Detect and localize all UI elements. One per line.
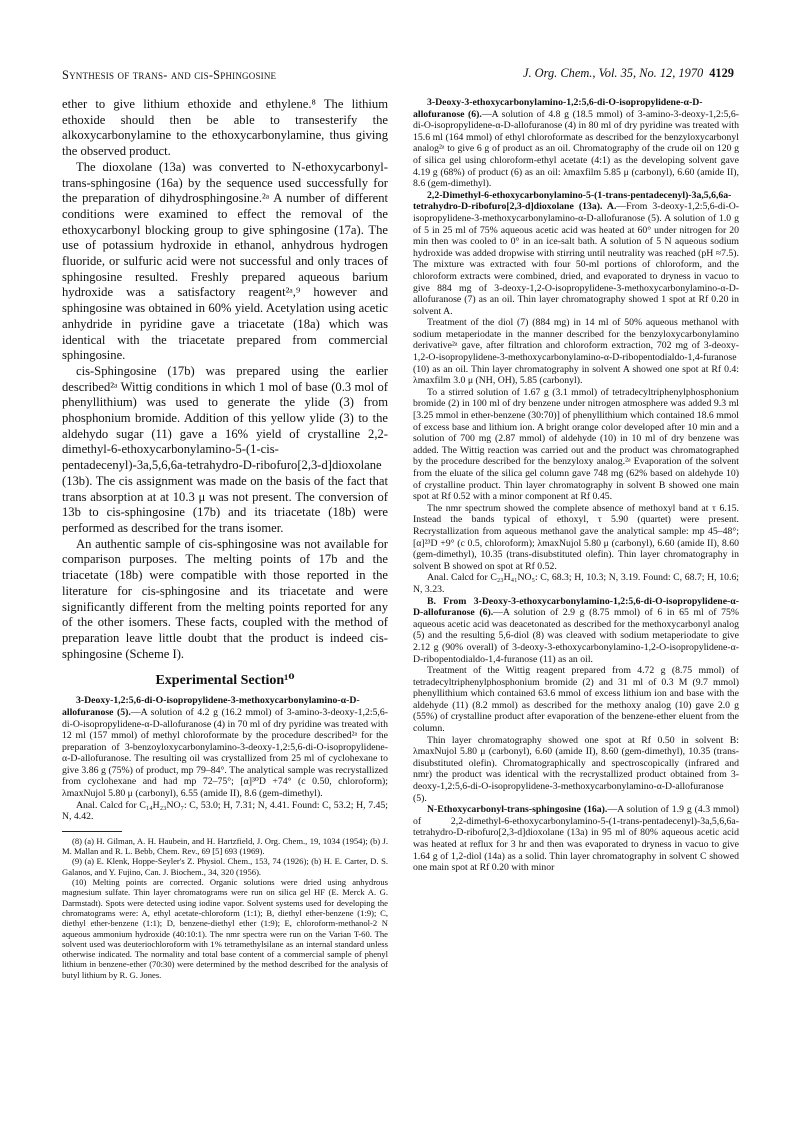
procedure-body: —A solution of 4.8 g (18.5 mmol) of 3-amino-3-deoxy-1,2:5,6-di-O-isopropylidene-α-D-allofuranose (4) in 80 ml of dry pyridine was treated with 15.6 ml (164 mmol) of ethyl chloroformate as described for the benzyloxycarbonyl analog²ᵃ to give 6 g of product as an oil. Chromatography of the crude oil on 120 g of silica gel using chloroform-ethyl acetate (4:1) as the developing solvent gave 4.19 g (68%) of product (6) as an oil: λmaxfilm 5.85 μ (carbonyl), 6.60 (amide II), 8.6 (gem-dimethyl). xyxy=(413,108,739,190)
running-title: Synthesis of trans- and cis-Sphingosine xyxy=(62,68,277,82)
left-column xyxy=(62,97,388,1117)
procedure-body: —From 3-deoxy-1,2:5,6-di-O-isopropylidene-3-methoxycarbonylamino-α-D-allofuranose (5). A solution of 1.0 g of 5 in 25 ml of 75% aqueous acetic acid was heated at 60° under nitrogen for 20 min then was cooled to 0° in an ice-salt bath. A solution of 5 N aqueous sodium hydroxide was added dropwise with stirring until neutrality was reached (pH ≈7.5). The mixture was extracted with four 50-ml portions of chloroform, and the chloroform extracts were combined, dried, and evaporated to dryness in vacuo to give 884 mg of 3-deoxy-1,2-O-isopropylidene-3-methoxycarbonylamino-α-D-allofuranose (7) as an oil. Thin layer chromatography showed 1 spot at Rf 0.20 in solvent A. xyxy=(413,201,739,317)
footnote-9: (9) (a) E. Klenk, Hoppe-Seyler's Z. Physiol. Chem., 153, 74 (1926); (b) H. E. Carter, D. S. Galanos, and Y. Fujino, Can. J. Biochem., 34, 320 (1956). xyxy=(62,856,388,877)
procedure-paragraph-wittig-2: Treatment of the Wittig reagent prepared from 4.72 g (8.75 mmol) of tetradecyltriphenylphosphonium bromide (2) and 31 ml of 0.3 M (9.7 mmol) phenyllithium which contained 63.6 mmol of excess lithium ion and base with the aldehyde (11) (8.2 mmol) as described for the methoxy analog (10) gave 2.0 g (55%) of crystalline product after evaporation of the benzene-ether eluent from the column. xyxy=(413,665,739,735)
experimental-procedure-13a xyxy=(413,190,739,318)
body-paragraph-4: An authentic sample of cis-sphingosine was not available for comparison purposes. The melting points of 17b and the triacetate (18b) were compatible with those reported in the literature for cis-sphingosine and its triacetate and were significantly different from the melting points reported for any of the other isomers. These facts, coupled with the method of preparation leave little doubt that the product is indeed cis-sphingosine (Scheme I). xyxy=(62,536,388,661)
footnote-10: (10) Melting points are corrected. Organic solutions were dried using anhydrous magnesium sulfate. Thin layer chromatograms were run on silica gel HF (E. Merck A. G. Darmstadt). Spots were detected using iodine vapor. Solvent systems used for developing the chromatograms were: A, ethyl acetate-chloroform (1:1); B, diethyl ether-benzene (1:9); C, diethyl ether-benzene (1:1); D, benzene-diethyl ether (1:9); E, chloroform-methanol-2 N aqueous ammonium hydroxide (40:10:1). The nmr spectra were run on the Varian T-60. The solvent used was deuteriochloroform with 1% tetramethylsilane as an internal standard unless otherwise indicated. The normality and total base content of a commercial sample of phenyl lithium in benzene-ether (70:30) were determined by the method described for the analysis of butyl lithium by R. G. Jones. xyxy=(62,877,388,980)
procedure-title: 3-Deoxy-1,2:5,6-di-O-isopropylidene-3-methoxycarbonylamino-α-D-allofuranose (5). xyxy=(62,695,360,718)
procedure-title: N-Ethoxycarbonyl-trans-sphingosine (16a). xyxy=(427,804,608,816)
body-paragraph-1: ether to give lithium ethoxide and ethylene.⁸ The lithium ethoxide should then be able to transesterify the alkoxycarbonylamine to the ethoxycarbonylamine, thus giving the observed product. xyxy=(62,97,388,159)
elemental-analysis: Anal. Calcd for C₁₄H₂₃NO₇: C, 53.0; H, 7.31; N, 4.41. Found: C, 53.2; H, 7.45; N, 4.42. xyxy=(62,799,388,823)
journal-reference: J. Org. Chem., Vol. 35, No. 12, 1970 xyxy=(522,66,704,80)
footnote-8: (8) (a) H. Gilman, A. H. Haubein, and H. Hartzfield, J. Org. Chem., 19, 1034 (1954); (b) J. M. Mallan and R. L. Bebb, Chem. Rev., 69 [5] 693 (1969). xyxy=(62,835,388,857)
procedure-title: 3-Deoxy-3-ethoxycarbonylamino-1,2:5,6-di-O-isopropylidene-α-D-allofuranose (6). xyxy=(413,97,703,120)
experimental-procedure-16a xyxy=(413,804,739,874)
procedure-body: —A solution of 2.9 g (8.75 mmol) of 6 in 65 ml of 75% aqueous acetic acid was deacetonated as described for the methoxycarbonyl analog (5) and the resulting 5,6-diol (8) was cleaved with sodium metaperiodate to give 2.12 g (90% overall) of 3-deoxy-3-ethoxycarbonylamino-1,2-O-isopropylidene-α-D-ribopentodialdo-1,4-furanose (11) as an oil. xyxy=(413,607,739,665)
procedure-body: —A solution of 1.9 g (4.3 mmol) of 2,2-dimethyl-6-ethoxycarbonylamino-5-(1-trans-pentadecenyl)-3a,5,6,6a-tetrahydro-D-ribofuro[2,3-d]dioxolane (13a) in 95 ml of 80% aqueous acetic acid was heated at reflux for 3 hr and then was evaporated to dryness in vacuo to give 1.64 g of 1,2-diol (14a) as a solid. Thin layer chromatography in solvent C showed one main spot at Rf 0.20 with minor xyxy=(413,804,739,874)
page-number: 4129 xyxy=(709,66,734,80)
procedure-paragraph-tlc: Thin layer chromatography showed one spot at Rf 0.50 in solvent B: λmaxNujol 5.80 μ (carbonyl), 6.60 (amide II), 8.60 (gem-dimethyl), 10.35 (trans-disubstituted olefin). Chromatographically and spectroscopically (infrared and nmr) the product was identical with the recrystallized product obtained from 3-deoxy-1,2:5,6-di-O-isopropylidene-3-methoxycarbonylamino-α-D-allofuranose (5). xyxy=(413,734,739,804)
procedure-paragraph-diol: Treatment of the diol (7) (884 mg) in 14 ml of 50% aqueous methanol with sodium metaperiodate in the manner described for the benzyloxycarbonylamino derivative²ᵃ gave, after filtration and chloroform extraction, 702 mg of 3-deoxy-1,2-O-isopropylidene-3-methoxycarbonylamino-α-D-ribopentodialdo-1,4-furanose (10) as an oil. Thin layer chromatography in solvent A showed one spot at Rf 0.4: λmaxfilm 3.0 μ (NH, OH), 5.85 (carbonyl). xyxy=(413,317,739,387)
experimental-procedure-13a-b xyxy=(413,596,739,666)
footnote-rule xyxy=(62,831,122,832)
section-heading: Experimental Section¹⁰ xyxy=(155,673,295,689)
right-column xyxy=(413,97,739,1117)
experimental-procedure-6 xyxy=(413,97,739,190)
experimental-procedure-5 xyxy=(62,695,388,799)
journal-citation xyxy=(523,66,734,81)
procedure-paragraph-wittig: To a stirred solution of 1.67 g (3.1 mmol) of tetradecyltriphenylphosphonium bromide (2) in 100 ml of dry benzene under nitrogen atmosphere was added 9.3 ml [3.25 mmol in ether-benzene (30:70)] of phenyllithium which contained 18.6 mmol of excess base and lithium ion. A bright orange color developed after 10 min and a solution of 700 mg (2.87 mmol) of aldehyde (10) in 10 ml of dry benzene was added. The Wittig reaction was carried out and the product was chromatographed by the procedure described for the benzyloxy analog.²ᵃ Evaporation of the solvent from the eluate of the silica gel column gave 748 mg (62% based on aldehyde 10) of crystalline product. Thin layer chromatography in solvent B showed one main spot at Rf 0.52 with a minor component at Rf 0.45. xyxy=(413,386,739,503)
body-paragraph-3: cis-Sphingosine (17b) was prepared using the earlier described²ᵃ Wittig conditions in which 1 mol of base (0.3 mol of phenyllithium) was used to generate the ylide (3) from phosphonium bromide. Addition of this yellow ylide (3) to the aldehydo sugar (11) gave a 16% yield of crystalline 2,2-dimethyl-6-ethoxycarbonylamino-5-(1-cis-pentadecenyl)-3a,5,6,6a-tetrahydro-D-ribofuro[2,3-d]dioxolane (13b). The cis assignment was made on the basis of the fact that trans absorption at at 10.3 μ was not present. The conversion of 13b to cis-sphingosine (17b) and its triacetate (18b) were performed as described for the trans isomer. xyxy=(62,363,388,535)
running-header xyxy=(62,66,734,86)
body-paragraph-2: The dioxolane (13a) was converted to N-ethoxycarbonyl-trans-sphingosine (16a) by the sequence used successfully for the preparation of dihydrosphingosine.²ᵃ A number of different conditions were examined to effect the removal of the ethoxycarbonyl blocking group to give sphingosine (17a). The use of potassium hydroxide in ethanol, anhydrous hydrogen fluoride, or sulfuric acid were not successful and only traces of sphingosine resulted. Freshly prepared aqueous barium hydroxide was a satisfactory reagent²ᵃ,⁹ however and sphingosine was obtained in 60% yield. Acetylation using acetic anhydride in pyridine gave a triacetate (18a) which was identical with the triacetate prepared from commercial sphingosine. xyxy=(62,159,388,363)
procedure-title: 2,2-Dimethyl-6-ethoxycarbonylamino-5-(1-trans-pentadecenyl)-3a,5,6,6a-tetrahydro-D-ribofuro[2,3-d]dioxolane (13a). A. xyxy=(413,189,732,213)
procedure-title: B. From 3-Deoxy-3-ethoxycarbonylamino-1,2:5,6-di-O-isopropylidene-α-D-allofuranose (6). xyxy=(413,595,739,619)
procedure-paragraph-nmr: The nmr spectrum showed the complete absence of methoxyl band at τ 6.15. Instead the bands typical of ethoxyl, τ 5.90 (quartet) were present. Recrystallization from aqueous methanol gave the analytical sample: mp 45–48°; [α]²³D +9° (c 0.5, chloroform); λmaxNujol 5.80 μ (carbonyl), 6.60 (amide II), 8.60 (gem-dimethyl), 10.35 (trans-disubstituted olefin). Thin layer chromatography in solvent B showed on spot at Rf 0.52. xyxy=(413,502,739,572)
elemental-analysis: Anal. Calcd for C₂₃H₄₁NO₅: C, 68.3; H, 10.3; N, 3.19. Found: C, 68.7; H, 10.6; N, 3.23. xyxy=(413,572,739,595)
procedure-body: —A solution of 4.2 g (16.2 mmol) of 3-amino-3-deoxy-1,2:5,6-di-O-isopropylidene-α-D-allofuranose (4) in 70 ml of dry pyridine was treated with 12 ml (157 mmol) of methyl chloroformate by the procedure described²ᵃ for the preparation of 3-benzoyloxycarbonylamino-3-deoxy-1,2:5,6-di-O-isopropylidene-α-D-allofuranose. The resulting oil was crystallized from 25 ml of cyclohexane to give 3.86 g (75%) of product, mp 79–84°. The analytical sample was recrystallized from cyclohexane and had mp 72–75°; [α]³⁰D +74° (c 0.50, chloroform); λmaxNujol 5.80 μ (carbonyl), 6.55 (amide II), 8.6 (gem-dimethyl). xyxy=(62,706,388,800)
